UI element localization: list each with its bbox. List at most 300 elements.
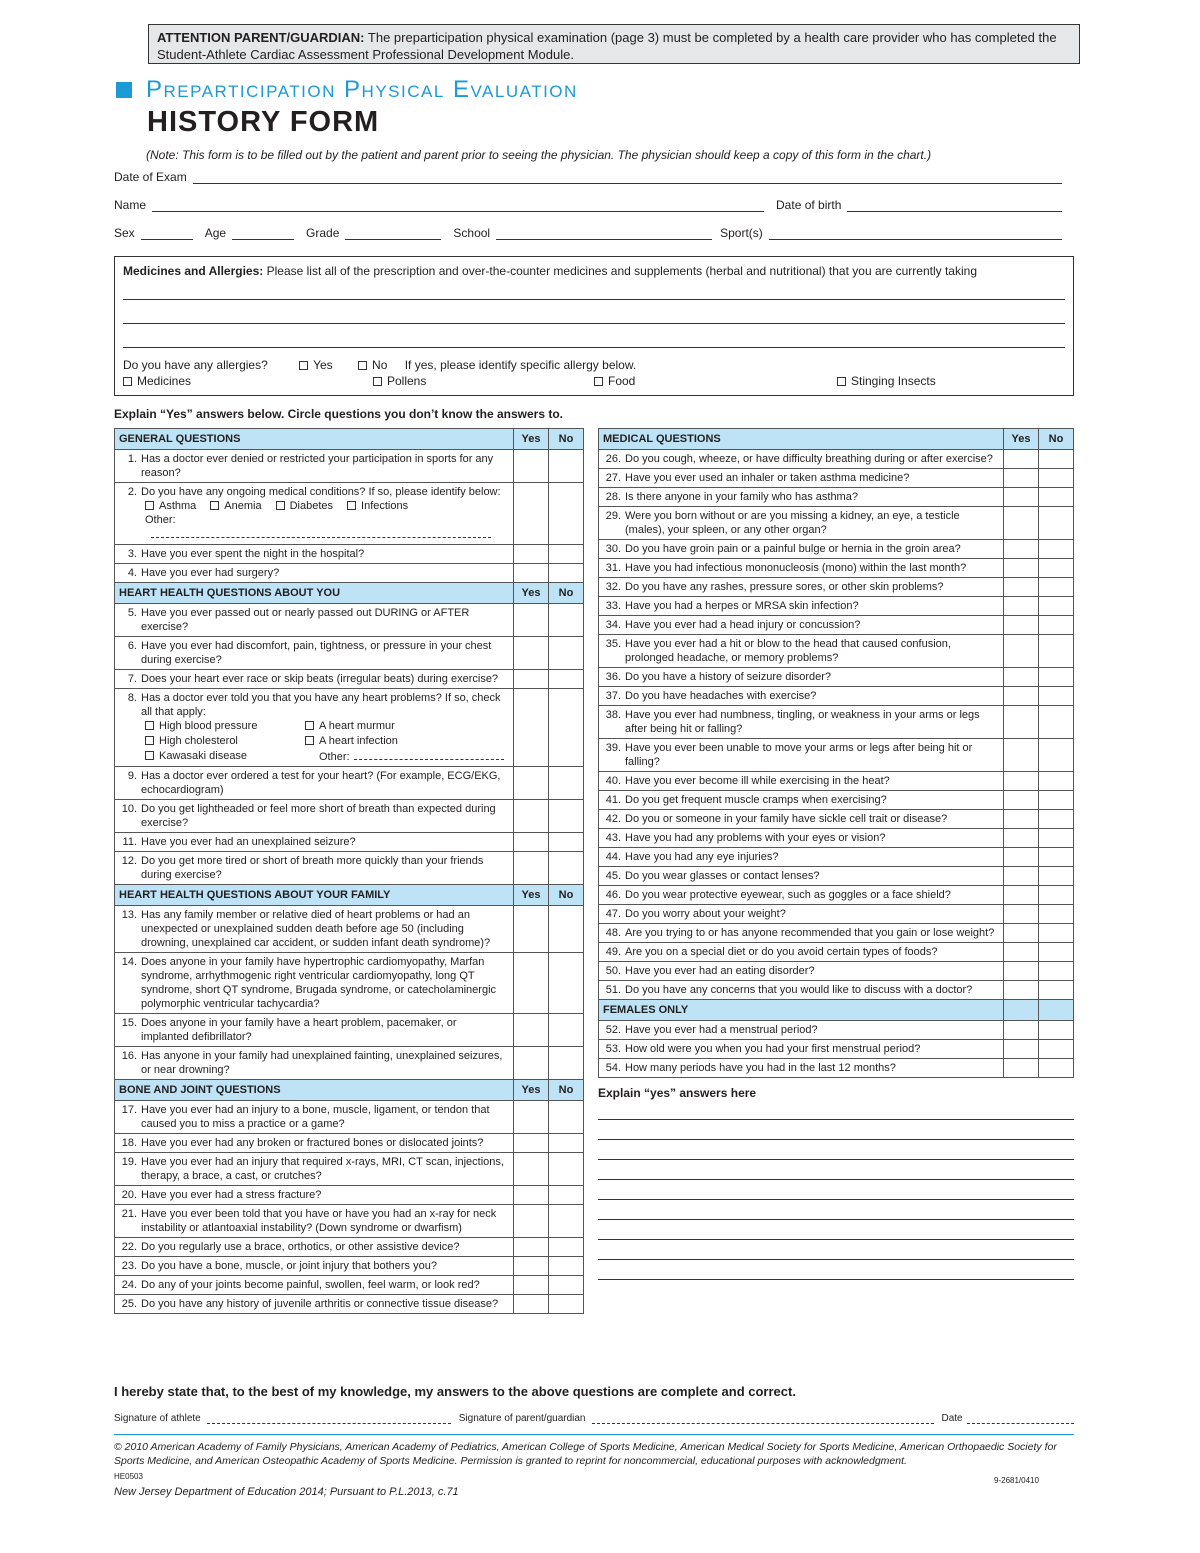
- explain-line[interactable]: [598, 1240, 1074, 1260]
- question-text: Do you or someone in your family have sickle cell trait or disease?: [625, 813, 948, 825]
- question-number: 40.: [605, 775, 621, 787]
- question-row: [115, 1276, 584, 1295]
- question-number: 21.: [121, 1208, 137, 1220]
- question-cell: [115, 906, 514, 953]
- question-number: 32.: [605, 581, 621, 593]
- yes-column-header: [1004, 1000, 1039, 1021]
- high-blood-pressure-checkbox[interactable]: [145, 721, 154, 730]
- answer-no-cell[interactable]: [549, 833, 584, 852]
- answer-no-cell[interactable]: [1039, 578, 1074, 597]
- answer-no-cell[interactable]: [1039, 540, 1074, 559]
- question-cell: [115, 564, 514, 583]
- question-cell: [115, 1153, 514, 1186]
- question-number: 31.: [605, 562, 621, 574]
- no-column-header: No: [549, 1080, 584, 1101]
- question-row: [599, 450, 1074, 469]
- school-label: School: [453, 226, 491, 240]
- asthma-label: Asthma: [159, 500, 197, 512]
- parent-signature-field[interactable]: [592, 1413, 934, 1424]
- question-number: 50.: [605, 965, 621, 977]
- explain-line[interactable]: [598, 1160, 1074, 1180]
- answer-yes-cell[interactable]: [514, 1238, 549, 1257]
- question-text: Do you have a history of seizure disorder?: [625, 671, 832, 683]
- question-number: 2.: [127, 486, 137, 498]
- food-option: Food: [608, 374, 636, 388]
- answer-yes-cell[interactable]: [1004, 469, 1039, 488]
- answer-no-cell[interactable]: [1039, 829, 1074, 848]
- grade-field[interactable]: [345, 227, 441, 240]
- question-cell: [115, 1186, 514, 1205]
- answer-yes-cell[interactable]: [1004, 706, 1039, 739]
- answer-yes-cell[interactable]: [1004, 1040, 1039, 1059]
- answer-yes-cell[interactable]: [514, 953, 549, 1014]
- question-number: 35.: [605, 638, 621, 650]
- answer-no-cell[interactable]: [549, 767, 584, 800]
- answer-no-cell[interactable]: [549, 1257, 584, 1276]
- pollens-checkbox[interactable]: [373, 377, 382, 386]
- other-condition-field[interactable]: [151, 527, 491, 538]
- athlete-signature-field[interactable]: [207, 1413, 451, 1424]
- question-text: Is there anyone in your family who has asthma?: [625, 491, 858, 503]
- date-of-exam-field[interactable]: [193, 171, 1062, 184]
- question-cell: [599, 635, 1004, 668]
- question-number: 25.: [121, 1298, 137, 1310]
- answer-yes-cell[interactable]: [1004, 772, 1039, 791]
- answer-no-cell[interactable]: [549, 800, 584, 833]
- answer-yes-cell[interactable]: [514, 637, 549, 670]
- medicines-line[interactable]: [123, 299, 1065, 300]
- answer-no-cell[interactable]: [549, 483, 584, 545]
- question-cell: [599, 450, 1004, 469]
- answer-no-cell[interactable]: [549, 689, 584, 767]
- footer-nj: New Jersey Department of Education 2014; Pursuant to P.L.2013, c.71: [114, 1486, 459, 1498]
- question-row: [599, 943, 1074, 962]
- answer-no-cell[interactable]: [1039, 867, 1074, 886]
- answer-yes-cell[interactable]: [1004, 687, 1039, 706]
- question-number: 15.: [121, 1017, 137, 1029]
- anemia-label: Anemia: [224, 500, 262, 512]
- question-row: [115, 483, 584, 545]
- question-row: [599, 772, 1074, 791]
- question-row: [115, 689, 584, 767]
- question-text: Have you ever had surgery?: [141, 567, 280, 579]
- date-of-exam-row: [114, 170, 1068, 184]
- answer-yes-cell[interactable]: [514, 1101, 549, 1134]
- answer-yes-cell[interactable]: [514, 689, 549, 767]
- question-text: Do you have any ongoing medical conditions? If so, please identify below:: [141, 486, 501, 498]
- dob-field[interactable]: [847, 199, 1062, 212]
- answer-no-cell[interactable]: [1039, 559, 1074, 578]
- allergy-no-label: No: [372, 358, 388, 372]
- right-questions-table: [598, 428, 1074, 1078]
- answer-yes-cell[interactable]: [514, 545, 549, 564]
- answer-yes-cell[interactable]: [514, 1153, 549, 1186]
- answer-no-cell[interactable]: [549, 450, 584, 483]
- question-text: Do you have any history of juvenile arthritis or connective tissue disease?: [141, 1298, 499, 1310]
- other-label: Other:: [319, 751, 350, 763]
- answer-no-cell[interactable]: [1039, 791, 1074, 810]
- question-text: Does anyone in your family have a heart problem, pacemaker, or implanted defibrillator?: [141, 1017, 457, 1043]
- allergy-options-row: [123, 374, 1063, 388]
- question-text: Do you have groin pain or a painful bulge or hernia in the groin area?: [625, 543, 961, 555]
- answer-yes-cell[interactable]: [514, 1186, 549, 1205]
- question-number: 11.: [122, 836, 137, 848]
- yes-column-header: Yes: [514, 583, 549, 604]
- medicines-label: Medicines and Allergies:: [123, 264, 264, 278]
- question-text: Have you ever been told that you have or have you had an x-ray for neck instability or atlantoaxial instability? (Down syndrome or dwarfism): [141, 1208, 497, 1234]
- answer-yes-cell[interactable]: [514, 670, 549, 689]
- question-number: 27.: [605, 472, 621, 484]
- statement: I hereby state that, to the best of my knowledge, my answers to the above questions are complete and correct.: [114, 1384, 796, 1399]
- explain-line[interactable]: [598, 1140, 1074, 1160]
- answer-no-cell[interactable]: [549, 1153, 584, 1186]
- question-row: [599, 488, 1074, 507]
- heart-infection-label: A heart infection: [319, 735, 398, 747]
- date-of-exam-label: Date of Exam: [114, 170, 187, 184]
- answer-yes-cell[interactable]: [1004, 867, 1039, 886]
- question-row: [599, 962, 1074, 981]
- answer-no-cell[interactable]: [549, 1134, 584, 1153]
- question-cell: [115, 1047, 514, 1080]
- question-cell: [599, 578, 1004, 597]
- answer-no-cell[interactable]: [1039, 507, 1074, 540]
- question-row: [115, 450, 584, 483]
- question-number: 7.: [127, 673, 137, 685]
- no-column-header: No: [549, 885, 584, 906]
- answer-no-cell[interactable]: [549, 1295, 584, 1314]
- question-text: Have you ever had numbness, tingling, or weakness in your arms or legs after being hit or falling?: [625, 709, 980, 735]
- answer-yes-cell[interactable]: [1004, 1021, 1039, 1040]
- question-cell: [599, 1021, 1004, 1040]
- question-cell: [599, 772, 1004, 791]
- school-field[interactable]: [496, 227, 712, 240]
- high-cholesterol-label: High cholesterol: [159, 735, 238, 747]
- answer-yes-cell[interactable]: [1004, 943, 1039, 962]
- question-number: 34.: [605, 619, 621, 631]
- explain-line[interactable]: [598, 1200, 1074, 1220]
- question-number: 26.: [605, 453, 621, 465]
- answer-no-cell[interactable]: [549, 1205, 584, 1238]
- answer-no-cell[interactable]: [1039, 739, 1074, 772]
- question-cell: [115, 670, 514, 689]
- question-number: 23.: [121, 1260, 137, 1272]
- question-row: [115, 800, 584, 833]
- answer-no-cell[interactable]: [1039, 1040, 1074, 1059]
- question-cell: [599, 943, 1004, 962]
- question-row: [115, 1205, 584, 1238]
- question-number: 13.: [121, 909, 137, 921]
- answer-no-cell[interactable]: [549, 1014, 584, 1047]
- explain-line[interactable]: [598, 1180, 1074, 1200]
- name-field[interactable]: [152, 199, 764, 212]
- question-row: [115, 1295, 584, 1314]
- answer-no-cell[interactable]: [1039, 597, 1074, 616]
- question-number: 10.: [121, 803, 137, 815]
- question-number: 28.: [605, 491, 621, 503]
- left-questions-table: [114, 428, 584, 1314]
- question-text: Do you wear protective eyewear, such as goggles or a face shield?: [625, 889, 951, 901]
- question-row: [599, 578, 1074, 597]
- parent-signature-label: Signature of parent/guardian: [458, 1413, 586, 1424]
- answer-yes-cell[interactable]: [514, 1134, 549, 1153]
- answer-yes-cell[interactable]: [1004, 616, 1039, 635]
- answer-no-cell[interactable]: [1039, 981, 1074, 1000]
- answer-yes-cell[interactable]: [514, 800, 549, 833]
- asthma-checkbox[interactable]: [145, 501, 154, 510]
- answer-no-cell[interactable]: [1039, 772, 1074, 791]
- stinging-insects-checkbox[interactable]: [837, 377, 846, 386]
- answer-yes-cell[interactable]: [1004, 848, 1039, 867]
- answer-yes-cell[interactable]: [514, 1047, 549, 1080]
- no-column-header: No: [549, 429, 584, 450]
- answer-yes-cell[interactable]: [514, 833, 549, 852]
- section-header: [115, 583, 584, 604]
- diabetes-checkbox[interactable]: [276, 501, 285, 510]
- answer-no-cell[interactable]: [1039, 469, 1074, 488]
- question-number: 9.: [127, 770, 137, 782]
- explain-line[interactable]: [598, 1220, 1074, 1240]
- answer-yes-cell[interactable]: [1004, 924, 1039, 943]
- question-row: [115, 767, 584, 800]
- question-number: 51.: [605, 984, 621, 996]
- answer-no-cell[interactable]: [1039, 706, 1074, 739]
- question-row: [599, 507, 1074, 540]
- answer-yes-cell[interactable]: [1004, 668, 1039, 687]
- question-number: 49.: [605, 946, 621, 958]
- anemia-checkbox[interactable]: [210, 501, 219, 510]
- kawasaki-disease-checkbox[interactable]: [145, 751, 154, 760]
- answer-yes-cell[interactable]: [1004, 1059, 1039, 1078]
- answer-no-cell[interactable]: [1039, 635, 1074, 668]
- answer-no-cell[interactable]: [1039, 905, 1074, 924]
- answer-no-cell[interactable]: [549, 637, 584, 670]
- stinging-insects-option: Stinging Insects: [851, 374, 936, 388]
- answer-no-cell[interactable]: [1039, 1059, 1074, 1078]
- answer-yes-cell[interactable]: [1004, 810, 1039, 829]
- question-number: 29.: [605, 510, 621, 522]
- section-header: [599, 1000, 1074, 1021]
- question-text: Have you ever passed out or nearly passed out DURING or AFTER exercise?: [141, 607, 470, 633]
- question-row: [599, 635, 1074, 668]
- medicines-line[interactable]: [123, 347, 1065, 348]
- answer-yes-cell[interactable]: [1004, 739, 1039, 772]
- answer-yes-cell[interactable]: [514, 604, 549, 637]
- question-text: Have you ever been unable to move your arms or legs after being hit or falling?: [625, 742, 973, 768]
- allergy-no-checkbox[interactable]: [358, 361, 367, 370]
- answer-no-cell[interactable]: [1039, 886, 1074, 905]
- answer-yes-cell[interactable]: [514, 564, 549, 583]
- question-number: 53.: [605, 1043, 621, 1055]
- answer-no-cell[interactable]: [1039, 668, 1074, 687]
- answer-yes-cell[interactable]: [514, 852, 549, 885]
- question-row: [115, 1014, 584, 1047]
- question-text: Have you ever had a head injury or concussion?: [625, 619, 861, 631]
- answer-no-cell[interactable]: [1039, 848, 1074, 867]
- yes-column-header: Yes: [514, 429, 549, 450]
- question-cell: [599, 810, 1004, 829]
- sports-field[interactable]: [769, 227, 1062, 240]
- name-row: [114, 198, 1068, 212]
- answer-no-cell[interactable]: [1039, 450, 1074, 469]
- answer-no-cell[interactable]: [1039, 943, 1074, 962]
- question-number: 5.: [127, 607, 137, 619]
- answer-yes-cell[interactable]: [1004, 597, 1039, 616]
- question-cell: [599, 886, 1004, 905]
- answer-no-cell[interactable]: [549, 1186, 584, 1205]
- question-cell: [115, 637, 514, 670]
- question-row: [599, 616, 1074, 635]
- question-number: 41.: [605, 794, 621, 806]
- question-text: Do you cough, wheeze, or have difficulty breathing during or after exercise?: [625, 453, 993, 465]
- answer-yes-cell[interactable]: [1004, 507, 1039, 540]
- answer-yes-cell[interactable]: [1004, 886, 1039, 905]
- medicines-checkbox[interactable]: [123, 377, 132, 386]
- question-cell: [599, 559, 1004, 578]
- age-label: Age: [204, 226, 227, 240]
- question-cell: [599, 924, 1004, 943]
- question-row: [115, 1153, 584, 1186]
- footer-rule: [114, 1434, 1074, 1435]
- answer-yes-cell[interactable]: [514, 767, 549, 800]
- question-cell: [599, 1040, 1004, 1059]
- question-text: Are you trying to or has anyone recommended that you gain or lose weight?: [625, 927, 995, 939]
- answer-no-cell[interactable]: [549, 1238, 584, 1257]
- question-text: Have you had any problems with your eyes or vision?: [625, 832, 886, 844]
- diabetes-label: Diabetes: [289, 500, 334, 512]
- question-text: How old were you when you had your first menstrual period?: [625, 1043, 921, 1055]
- question-text: Do you get more tired or short of breath more quickly than your friends during exercise?: [141, 855, 484, 881]
- question-number: 54.: [605, 1062, 621, 1074]
- answer-yes-cell[interactable]: [1004, 981, 1039, 1000]
- explain-line[interactable]: [598, 1260, 1074, 1280]
- sex-label: Sex: [114, 226, 135, 240]
- left-questions-column: [114, 428, 584, 1314]
- answer-no-cell[interactable]: [549, 906, 584, 953]
- question-text: Do you have any rashes, pressure sores, or other skin problems?: [625, 581, 944, 593]
- section-title: BONE AND JOINT QUESTIONS: [115, 1080, 514, 1101]
- answer-yes-cell[interactable]: [514, 1276, 549, 1295]
- answer-yes-cell[interactable]: [1004, 488, 1039, 507]
- answer-yes-cell[interactable]: [514, 450, 549, 483]
- answer-no-cell[interactable]: [549, 604, 584, 637]
- section-title: GENERAL QUESTIONS: [115, 429, 514, 450]
- answer-no-cell[interactable]: [549, 1101, 584, 1134]
- answer-no-cell[interactable]: [1039, 924, 1074, 943]
- answer-yes-cell[interactable]: [1004, 578, 1039, 597]
- answer-no-cell[interactable]: [549, 953, 584, 1014]
- medicines-option: Medicines: [137, 374, 192, 388]
- infections-checkbox[interactable]: [347, 501, 356, 510]
- answer-yes-cell[interactable]: [1004, 559, 1039, 578]
- attention-box: [148, 24, 1080, 64]
- answer-yes-cell[interactable]: [1004, 635, 1039, 668]
- question-row: [599, 540, 1074, 559]
- answer-yes-cell[interactable]: [514, 1014, 549, 1047]
- answer-yes-cell[interactable]: [1004, 450, 1039, 469]
- allergy-yes-checkbox[interactable]: [299, 361, 308, 370]
- answer-yes-cell[interactable]: [1004, 905, 1039, 924]
- answer-no-cell[interactable]: [1039, 687, 1074, 706]
- question-row: [599, 848, 1074, 867]
- question-row: [115, 1101, 584, 1134]
- heart-murmur-checkbox[interactable]: [305, 721, 314, 730]
- heart-infection-checkbox[interactable]: [305, 736, 314, 745]
- answer-no-cell[interactable]: [549, 1047, 584, 1080]
- answer-yes-cell[interactable]: [1004, 540, 1039, 559]
- infections-label: Infections: [361, 500, 409, 512]
- explain-line[interactable]: [598, 1100, 1074, 1120]
- answer-yes-cell[interactable]: [514, 906, 549, 953]
- sex-field[interactable]: [141, 227, 193, 240]
- answer-no-cell[interactable]: [1039, 810, 1074, 829]
- answer-no-cell[interactable]: [549, 1276, 584, 1295]
- question-cell: [599, 905, 1004, 924]
- question-text: Have you had a herpes or MRSA skin infection?: [625, 600, 859, 612]
- high-cholesterol-checkbox[interactable]: [145, 736, 154, 745]
- athlete-signature-label: Signature of athlete: [114, 1413, 201, 1424]
- section-title: FEMALES ONLY: [599, 1000, 1004, 1021]
- question-row: [599, 469, 1074, 488]
- answer-no-cell[interactable]: [1039, 488, 1074, 507]
- food-checkbox[interactable]: [594, 377, 603, 386]
- answer-no-cell[interactable]: [549, 564, 584, 583]
- dob-label: Date of birth: [776, 198, 842, 212]
- answer-yes-cell[interactable]: [1004, 829, 1039, 848]
- question-number: 22.: [121, 1241, 137, 1253]
- question-cell: [115, 1276, 514, 1295]
- no-column-header: [1039, 1000, 1074, 1021]
- attention-text: The preparticipation physical examination (page 3) must be completed by a health care provider who has completed the Student-Athlete Cardiac Assessment Professional Development Module.: [157, 30, 1057, 62]
- answer-no-cell[interactable]: [1039, 616, 1074, 635]
- explain-line[interactable]: [598, 1120, 1074, 1140]
- medicines-allergies-box: [114, 256, 1074, 396]
- question-cell: [599, 848, 1004, 867]
- answer-no-cell[interactable]: [549, 545, 584, 564]
- question-row: [599, 1040, 1074, 1059]
- other-heart-problem-field[interactable]: [354, 749, 504, 760]
- section-title: HEART HEALTH QUESTIONS ABOUT YOU: [115, 583, 514, 604]
- question-text: Have you ever had an injury to a bone, muscle, ligament, or tendon that caused you to miss a practice or a game?: [141, 1104, 490, 1130]
- question-cell: [599, 867, 1004, 886]
- answer-no-cell[interactable]: [1039, 962, 1074, 981]
- question-cell: [599, 597, 1004, 616]
- answer-no-cell[interactable]: [549, 670, 584, 689]
- answer-yes-cell[interactable]: [514, 1205, 549, 1238]
- allergy-if-yes: If yes, please identify specific allergy below.: [404, 358, 637, 372]
- explain-lines: [598, 1100, 1074, 1280]
- question-row: [599, 687, 1074, 706]
- question-cell: [115, 1238, 514, 1257]
- question-text: Do any of your joints become painful, swollen, feel warm, or look red?: [141, 1279, 480, 1291]
- answer-yes-cell[interactable]: [1004, 962, 1039, 981]
- question-row: [599, 668, 1074, 687]
- question-number: 37.: [605, 690, 621, 702]
- date-field[interactable]: [967, 1413, 1074, 1424]
- question-row: [599, 791, 1074, 810]
- answer-yes-cell[interactable]: [514, 1295, 549, 1314]
- answer-yes-cell[interactable]: [514, 483, 549, 545]
- answer-no-cell[interactable]: [1039, 1021, 1074, 1040]
- question-cell: [599, 981, 1004, 1000]
- medicines-line[interactable]: [123, 323, 1065, 324]
- answer-yes-cell[interactable]: [514, 1257, 549, 1276]
- answer-no-cell[interactable]: [549, 852, 584, 885]
- question-cell: [115, 1257, 514, 1276]
- age-field[interactable]: [232, 227, 294, 240]
- question-row: [599, 905, 1074, 924]
- answer-yes-cell[interactable]: [1004, 791, 1039, 810]
- question-row: [599, 810, 1074, 829]
